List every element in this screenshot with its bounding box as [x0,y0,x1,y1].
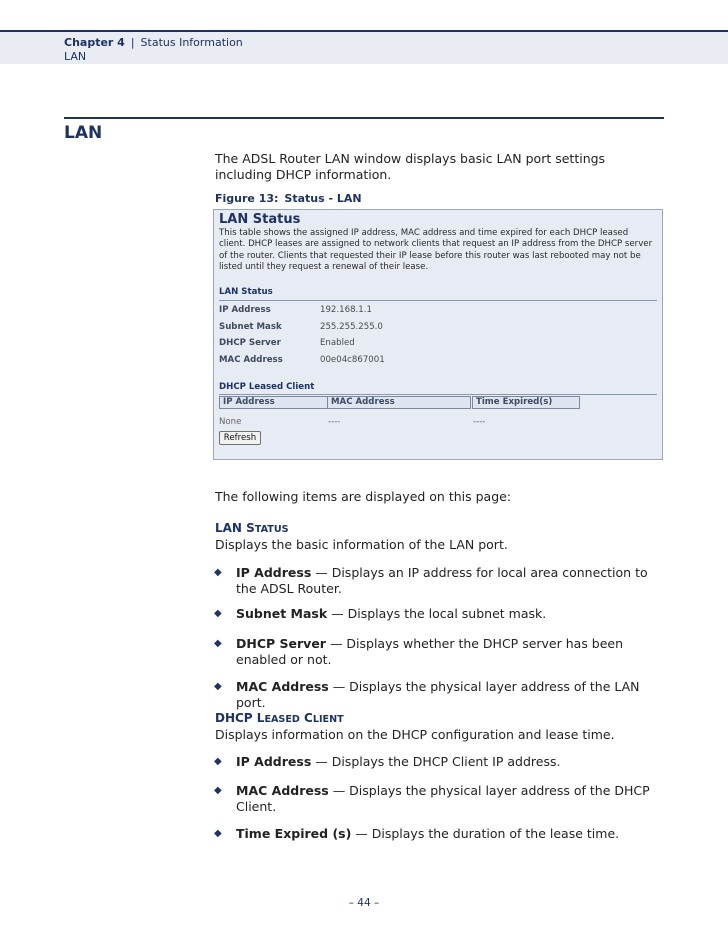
bullet-icon: ◆ [214,567,222,578]
lan-status-subtitle: LAN Status [219,287,273,297]
list-item [236,754,666,770]
col-header-time-expired: Time Expired(s) [472,396,580,409]
subnet-mask-value: 255.255.255.0 [320,322,383,332]
item-desc: — Displays the physical layer address of the DHCP Client. [236,783,650,814]
page-number: – 44 – [348,897,380,909]
lan-status-description: Displays the basic information of the LAN port. [215,537,508,552]
bullet-icon: ◆ [214,608,222,619]
bullet-icon: ◆ [214,828,222,839]
figure-caption [215,192,362,205]
dhcp-heading-part3: C [299,711,313,725]
list-item [236,636,666,668]
mac-address-label: MAC Address [219,355,283,365]
item-desc: — Displays an IP address for local area connection to the ADSL Router. [236,565,648,596]
list-item [236,826,666,842]
table-cell-mac: ---- [328,417,341,427]
item-desc: — Displays the physical layer address of the LAN port. [236,679,640,710]
col-header-mac-address: MAC Address [327,396,471,409]
chapter-label: Chapter 4 [64,36,125,49]
header-chapter [64,36,243,49]
item-term: Time Expired (s) [236,826,352,841]
item-term: DHCP Server [236,636,326,651]
header-top-rule [0,30,728,32]
col-header-ip-address: IP Address [219,396,328,409]
bullet-icon: ◆ [214,681,222,692]
dhcp-heading-part4: LIENT [312,714,344,725]
item-term: IP Address [236,565,312,580]
refresh-button[interactable]: Refresh [219,431,261,445]
dhcp-leased-description: Displays information on the DHCP configuration and lease time. [215,727,615,742]
bullet-icon: ◆ [214,638,222,649]
list-item [236,783,666,815]
intro-paragraph: The ADSL Router LAN window displays basic LAN port settings including DHCP information. [215,151,606,182]
item-term: Subnet Mask [236,606,328,621]
bullet-icon: ◆ [214,756,222,767]
chapter-title: Status Information [140,36,243,49]
following-text: The following items are displayed on this page: [215,489,512,504]
lan-status-heading [215,521,289,535]
header-section: LAN [64,50,87,63]
header-separator: | [130,36,135,49]
table-cell-time: ---- [473,417,486,427]
ip-address-value: 192.168.1.1 [320,305,372,315]
lan-status-divider [219,300,657,301]
bullet-icon: ◆ [214,785,222,796]
lan-status-heading-first: LAN S [215,521,255,535]
figure-window-title: LAN Status [219,212,301,227]
section-rule [64,117,664,119]
subnet-mask-label: Subnet Mask [219,322,282,332]
dhcp-heading-part2: EASED [264,714,300,725]
lan-status-screenshot [213,209,663,460]
list-item [236,679,666,711]
ip-address-label: IP Address [219,305,271,315]
item-term: MAC Address [236,679,329,694]
table-cell-ip: None [219,417,242,427]
dhcp-server-label: DHCP Server [219,338,281,348]
dhcp-server-value: Enabled [320,338,355,348]
dhcp-heading-part1: DHCP L [215,711,265,725]
section-title: LAN [64,123,103,143]
item-desc: — Displays whether the DHCP server has been enabled or not. [236,636,624,667]
item-term: MAC Address [236,783,329,798]
lan-status-heading-rest: TATUS [254,524,289,535]
list-item [236,606,666,622]
list-item [236,565,666,597]
dhcp-leased-subtitle: DHCP Leased Client [219,382,315,392]
item-desc: — Displays the DHCP Client IP address. [311,754,561,769]
dhcp-leased-divider [219,394,657,395]
figure-description: This table shows the assigned IP address, MAC address and time expired for each DHCP leased client. DHCP leases are assigned to network clients that request an IP address from the DHCP server of the router. Clients that requested their IP lease before this router was last rebooted may not be listed until they request a renewal of their lease. [219,228,653,273]
figure-caption-label: Figure 13: [215,192,279,205]
item-desc: — Displays the local subnet mask. [327,606,547,621]
dhcp-leased-heading [215,711,344,725]
figure-caption-title: Status - LAN [284,192,362,205]
mac-address-value: 00e04c867001 [320,355,385,365]
item-desc: — Displays the duration of the lease time. [351,826,620,841]
item-term: IP Address [236,754,312,769]
